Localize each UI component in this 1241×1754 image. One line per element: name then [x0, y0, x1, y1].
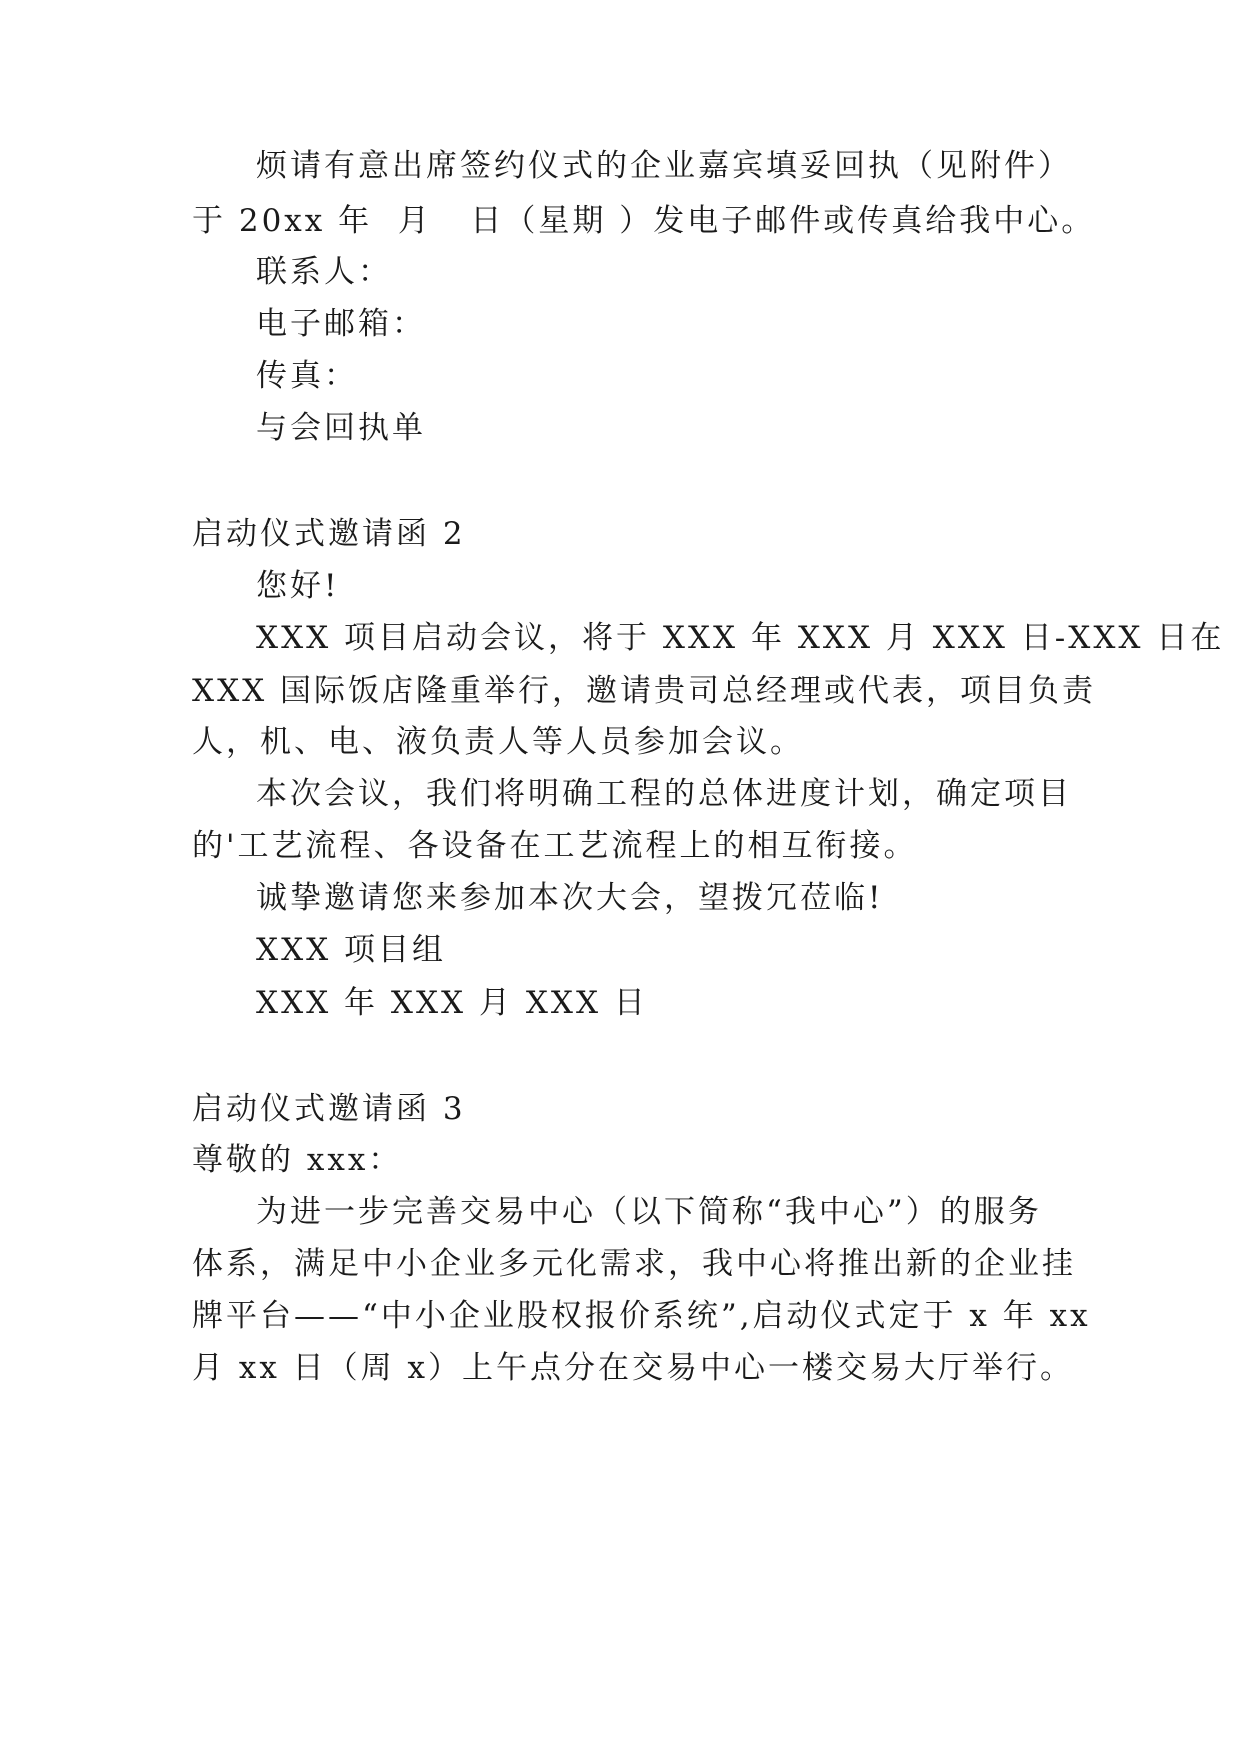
salutation: 尊敬的 xxx：	[192, 1142, 403, 1178]
body-line: 月 xx 日（周 x）上午点分在交易中心一楼交易大厅举行。	[192, 1350, 1075, 1386]
section-heading: 启动仪式邀请函 3	[192, 1091, 466, 1127]
contact-label: 联系人：	[256, 254, 392, 290]
email-label: 电子邮箱：	[256, 306, 426, 342]
greeting: 您好!	[256, 568, 340, 604]
invite-line: 诚挚邀请您来参加本次大会，望拨冗莅临!	[256, 880, 884, 916]
body-line: 牌平台——“中小企业股权报价系统”,启动仪式定于 x 年 xx	[192, 1298, 1091, 1334]
body-line: XXX 国际饭店隆重举行，邀请贵司总经理或代表，项目负责	[192, 673, 1097, 709]
body-line: 的'工艺流程、各设备在工艺流程上的相互衔接。	[192, 828, 918, 864]
receipt-title: 与会回执单	[256, 410, 426, 446]
body-line: XXX 项目启动会议，将于 XXX 年 XXX 月 XXX 日-XXX 日在	[256, 620, 1225, 656]
section-heading: 启动仪式邀请函 2	[192, 516, 466, 552]
signature: XXX 项目组	[256, 932, 447, 968]
body-line: 为进一步完善交易中心（以下简称“我中心”）的服务	[256, 1194, 1042, 1230]
body-line: 于 20xx 年 月 日（星期 ）发电子邮件或传真给我中心。	[192, 203, 1096, 239]
body-line: 体系，满足中小企业多元化需求，我中心将推出新的企业挂	[192, 1246, 1076, 1282]
body-line: 人，机、电、液负责人等人员参加会议。	[192, 724, 804, 760]
body-line: 烦请有意出席签约仪式的企业嘉宾填妥回执（见附件）	[256, 148, 1072, 184]
fax-label: 传真：	[256, 358, 358, 394]
signature-date: XXX 年 XXX 月 XXX 日	[256, 985, 648, 1021]
body-line: 本次会议，我们将明确工程的总体进度计划，确定项目	[256, 776, 1072, 812]
